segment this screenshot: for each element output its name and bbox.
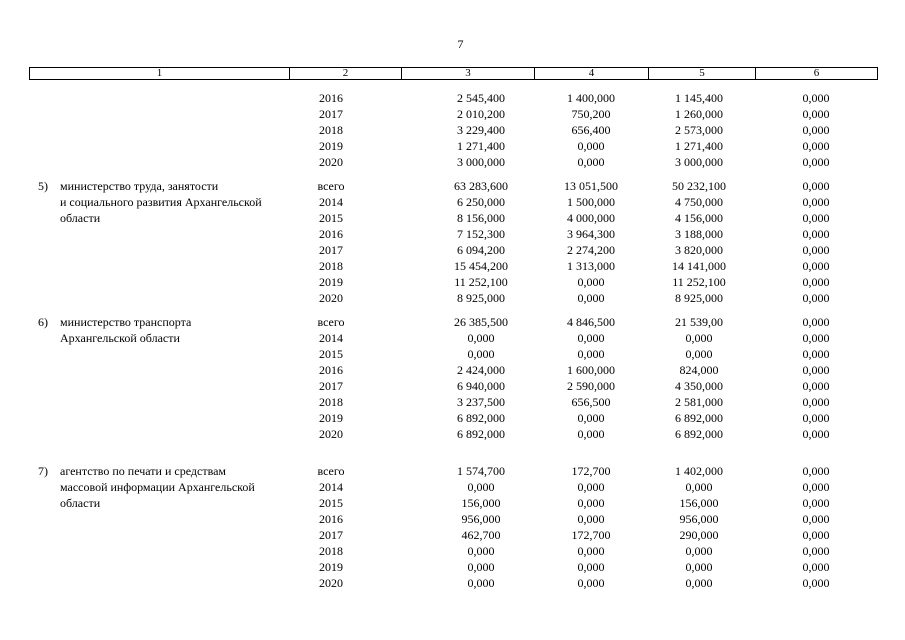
value-col-4: 1 400,000	[567, 91, 615, 105]
value-col-3: 8 925,000	[457, 291, 505, 305]
row-year: 2018	[319, 544, 343, 558]
value-col-3: 6 250,000	[457, 195, 505, 209]
value-col-4: 0,000	[577, 512, 605, 526]
value-col-6: 0,000	[802, 179, 830, 193]
table-row	[29, 394, 877, 410]
section-name-line: области	[60, 211, 101, 225]
table-row	[29, 346, 877, 362]
row-year: 2017	[319, 243, 343, 257]
value-col-4: 0,000	[577, 331, 605, 345]
value-col-4: 172,700	[571, 528, 611, 542]
value-col-3: 956,000	[461, 512, 501, 526]
value-col-5: 1 402,000	[675, 464, 723, 478]
value-col-4: 13 051,500	[564, 179, 618, 193]
value-col-5: 3 000,000	[675, 155, 723, 169]
value-col-6: 0,000	[802, 275, 830, 289]
row-year: 2014	[319, 480, 343, 494]
value-col-4: 4 846,500	[567, 315, 615, 329]
row-year: 2019	[319, 411, 343, 425]
row-year: 2016	[319, 91, 343, 105]
value-col-6: 0,000	[802, 560, 830, 574]
column-header-3: 3	[402, 68, 535, 80]
value-col-4: 656,500	[571, 395, 611, 409]
row-year: 2017	[319, 379, 343, 393]
value-col-5: 8 925,000	[675, 291, 723, 305]
value-col-4: 0,000	[577, 427, 605, 441]
value-col-6: 0,000	[802, 512, 830, 526]
table-row	[29, 258, 877, 274]
table-row	[29, 122, 877, 138]
value-col-4: 1 313,000	[567, 259, 615, 273]
table-row	[29, 527, 877, 543]
value-col-4: 0,000	[577, 155, 605, 169]
value-col-4: 2 274,200	[567, 243, 615, 257]
value-col-6: 0,000	[802, 576, 830, 590]
row-year: 2016	[319, 363, 343, 377]
value-col-6: 0,000	[802, 139, 830, 153]
section-2	[29, 178, 877, 306]
section-name-line: агентство по печати и средствам	[60, 464, 226, 478]
value-col-5: 156,000	[679, 496, 719, 510]
value-col-4: 0,000	[577, 480, 605, 494]
value-col-4: 0,000	[577, 560, 605, 574]
value-col-3: 11 252,100	[454, 275, 508, 289]
row-year: 2017	[319, 107, 343, 121]
value-col-4: 656,400	[571, 123, 611, 137]
value-col-5: 824,000	[679, 363, 719, 377]
value-col-3: 156,000	[461, 496, 501, 510]
table-row	[29, 274, 877, 290]
value-col-4: 0,000	[577, 576, 605, 590]
value-col-5: 4 350,000	[675, 379, 723, 393]
section-name-line: области	[60, 496, 101, 510]
value-col-3: 6 892,000	[457, 411, 505, 425]
table-row	[29, 194, 877, 210]
table-row	[29, 178, 877, 194]
table-row	[29, 210, 877, 226]
column-header-5: 5	[649, 68, 756, 80]
value-col-5: 4 156,000	[675, 211, 723, 225]
value-col-5: 21 539,00	[675, 315, 723, 329]
value-col-6: 0,000	[802, 155, 830, 169]
value-col-4: 4 000,000	[567, 211, 615, 225]
value-col-3: 0,000	[467, 331, 495, 345]
section-name-line: и социального развития Архангельской	[60, 195, 262, 209]
value-col-5: 0,000	[685, 576, 713, 590]
table-row	[29, 362, 877, 378]
value-col-4: 0,000	[577, 496, 605, 510]
value-col-3: 1 574,700	[457, 464, 505, 478]
column-header-4: 4	[535, 68, 649, 80]
value-col-3: 15 454,200	[454, 259, 508, 273]
value-col-5: 3 188,000	[675, 227, 723, 241]
value-col-4: 0,000	[577, 544, 605, 558]
value-col-3: 8 156,000	[457, 211, 505, 225]
value-col-3: 0,000	[467, 576, 495, 590]
value-col-5: 1 260,000	[675, 107, 723, 121]
value-col-5: 2 573,000	[675, 123, 723, 137]
table-row	[29, 154, 877, 170]
value-col-4: 3 964,300	[567, 227, 615, 241]
value-col-6: 0,000	[802, 528, 830, 542]
row-year: 2018	[319, 259, 343, 273]
table-row	[29, 559, 877, 575]
value-col-6: 0,000	[802, 544, 830, 558]
value-col-6: 0,000	[802, 411, 830, 425]
value-col-3: 6 094,200	[457, 243, 505, 257]
value-col-6: 0,000	[802, 363, 830, 377]
column-header-2: 2	[290, 68, 402, 80]
value-col-3: 0,000	[467, 347, 495, 361]
value-col-3: 3 237,500	[457, 395, 505, 409]
table-row	[29, 426, 877, 442]
value-col-6: 0,000	[802, 123, 830, 137]
value-col-4: 1 500,000	[567, 195, 615, 209]
row-year: 2020	[319, 576, 343, 590]
row-year: 2019	[319, 275, 343, 289]
value-col-3: 6 892,000	[457, 427, 505, 441]
row-year: 2015	[319, 496, 343, 510]
value-col-4: 0,000	[577, 291, 605, 305]
value-col-6: 0,000	[802, 395, 830, 409]
value-col-4: 0,000	[577, 275, 605, 289]
value-col-6: 0,000	[802, 480, 830, 494]
value-col-6: 0,000	[802, 227, 830, 241]
row-year: 2018	[319, 123, 343, 137]
value-col-5: 2 581,000	[675, 395, 723, 409]
value-col-5: 6 892,000	[675, 427, 723, 441]
value-col-3: 7 152,300	[457, 227, 505, 241]
value-col-5: 0,000	[685, 544, 713, 558]
table-row	[29, 575, 877, 591]
section-name-line: министерство транспорта	[60, 315, 192, 329]
value-col-5: 11 252,100	[672, 275, 726, 289]
section-name-line: Архангельской области	[60, 331, 180, 345]
value-col-5: 50 232,100	[672, 179, 726, 193]
value-col-6: 0,000	[802, 315, 830, 329]
table-row	[29, 242, 877, 258]
value-col-3: 3 000,000	[457, 155, 505, 169]
row-year: 2016	[319, 512, 343, 526]
value-col-5: 956,000	[679, 512, 719, 526]
value-col-5: 290,000	[679, 528, 719, 542]
page-number: 7	[457, 37, 464, 51]
column-header-6: 6	[756, 68, 878, 80]
row-year: 2019	[319, 560, 343, 574]
table-row	[29, 463, 877, 479]
value-col-3: 3 229,400	[457, 123, 505, 137]
row-year: 2019	[319, 139, 343, 153]
table-row	[29, 495, 877, 511]
value-col-5: 6 892,000	[675, 411, 723, 425]
row-year: 2020	[319, 155, 343, 169]
value-col-6: 0,000	[802, 464, 830, 478]
value-col-4: 750,200	[571, 107, 611, 121]
value-col-5: 4 750,000	[675, 195, 723, 209]
value-col-3: 6 940,000	[457, 379, 505, 393]
row-year: всего	[317, 315, 345, 329]
section-number: 6)	[38, 315, 48, 329]
table-row	[29, 511, 877, 527]
section-name-line: массовой информации Архангельской	[60, 480, 255, 494]
row-year: 2014	[319, 331, 343, 345]
row-year: всего	[317, 464, 345, 478]
table-row	[29, 314, 877, 330]
value-col-5: 1 271,400	[675, 139, 723, 153]
value-col-6: 0,000	[802, 195, 830, 209]
table-body	[29, 82, 877, 591]
value-col-6: 0,000	[802, 259, 830, 273]
table-row	[29, 90, 877, 106]
table-row	[29, 290, 877, 306]
row-year: 2014	[319, 195, 343, 209]
value-col-3: 0,000	[467, 544, 495, 558]
value-col-3: 2 424,000	[457, 363, 505, 377]
value-col-3: 26 385,500	[454, 315, 508, 329]
value-col-5: 0,000	[685, 331, 713, 345]
value-col-4: 0,000	[577, 139, 605, 153]
value-col-4: 0,000	[577, 411, 605, 425]
value-col-3: 462,700	[461, 528, 501, 542]
column-header-row	[29, 67, 878, 80]
value-col-6: 0,000	[802, 496, 830, 510]
row-year: всего	[317, 179, 345, 193]
section-number: 5)	[38, 179, 48, 193]
value-col-6: 0,000	[802, 331, 830, 345]
value-col-6: 0,000	[802, 243, 830, 257]
value-col-6: 0,000	[802, 211, 830, 225]
row-year: 2020	[319, 427, 343, 441]
value-col-6: 0,000	[802, 379, 830, 393]
value-col-5: 14 141,000	[672, 259, 726, 273]
value-col-6: 0,000	[802, 291, 830, 305]
value-col-6: 0,000	[802, 91, 830, 105]
value-col-4: 172,700	[571, 464, 611, 478]
value-col-3: 1 271,400	[457, 139, 505, 153]
row-year: 2016	[319, 227, 343, 241]
table-row	[29, 138, 877, 154]
value-col-6: 0,000	[802, 347, 830, 361]
table-row	[29, 378, 877, 394]
section-name-line: министерство труда, занятости	[60, 179, 219, 193]
value-col-5: 3 820,000	[675, 243, 723, 257]
value-col-4: 0,000	[577, 347, 605, 361]
table-row	[29, 410, 877, 426]
row-year: 2015	[319, 211, 343, 225]
section-3	[29, 314, 877, 442]
section-number: 7)	[38, 464, 48, 478]
table-row	[29, 479, 877, 495]
value-col-3: 0,000	[467, 480, 495, 494]
value-col-3: 63 283,600	[454, 179, 508, 193]
section-4	[29, 463, 877, 591]
table-row	[29, 106, 877, 122]
value-col-5: 1 145,400	[675, 91, 723, 105]
column-header-1: 1	[30, 68, 290, 80]
row-year: 2015	[319, 347, 343, 361]
value-col-3: 2 010,200	[457, 107, 505, 121]
section-1	[29, 90, 877, 170]
value-col-5: 0,000	[685, 480, 713, 494]
value-col-4: 1 600,000	[567, 363, 615, 377]
value-col-5: 0,000	[685, 347, 713, 361]
row-year: 2017	[319, 528, 343, 542]
value-col-5: 0,000	[685, 560, 713, 574]
row-year: 2020	[319, 291, 343, 305]
value-col-3: 2 545,400	[457, 91, 505, 105]
table-row	[29, 330, 877, 346]
table-row	[29, 226, 877, 242]
table-row	[29, 543, 877, 559]
value-col-4: 2 590,000	[567, 379, 615, 393]
value-col-6: 0,000	[802, 107, 830, 121]
value-col-6: 0,000	[802, 427, 830, 441]
value-col-3: 0,000	[467, 560, 495, 574]
row-year: 2018	[319, 395, 343, 409]
